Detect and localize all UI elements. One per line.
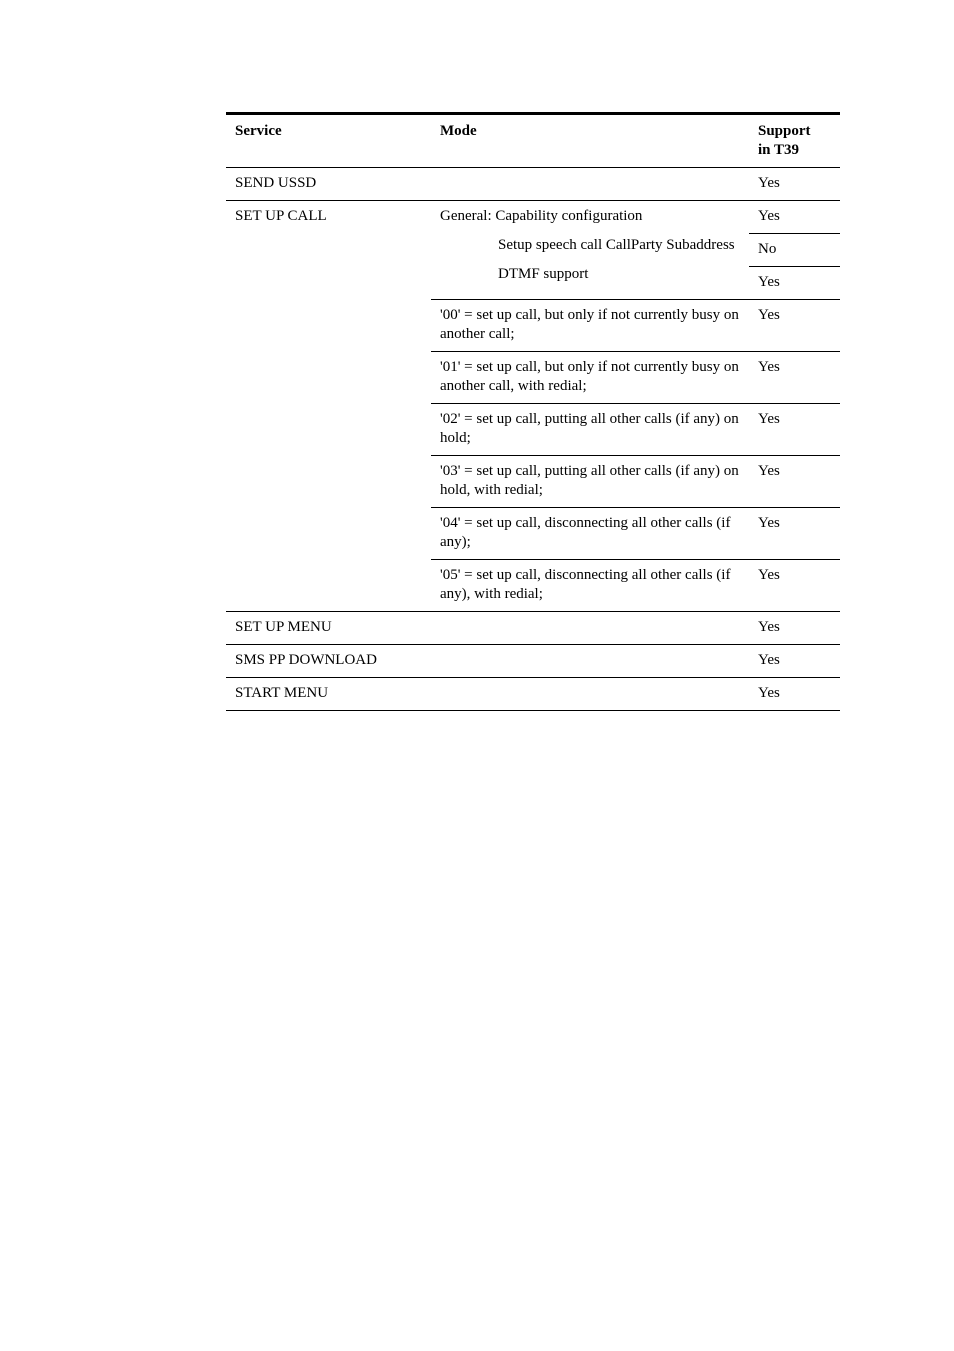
cell-mode: '03' = set up call, putting all other calls (if any) on hold, with redial; [431, 456, 749, 508]
header-mode: Mode [431, 114, 749, 168]
cell-service: START MENU [235, 685, 329, 701]
mode-general-subline: Setup speech call CallParty Subaddress [498, 237, 735, 253]
cell-service: SET UP CALL [226, 201, 431, 612]
cell-support: Yes [749, 456, 840, 508]
table-row-sms-pp-download [226, 645, 840, 678]
support-dtmf: Yes [758, 274, 780, 290]
table-row-start-menu [226, 678, 840, 711]
mode-general-line: General: Capability configuration [440, 208, 643, 224]
cell-mode: '04' = set up call, disconnecting all other calls (if any); [431, 508, 749, 560]
mode-general-subline: DTMF support [498, 266, 589, 282]
cell-mode: '00' = set up call, but only if not currently busy on another call; [431, 300, 749, 352]
cell-mode [431, 168, 749, 201]
cell-support: Yes [758, 685, 780, 701]
cell-service: SMS PP DOWNLOAD [226, 645, 431, 678]
header-support [749, 114, 840, 168]
cell-support-stack [749, 201, 840, 300]
header-support-text: Support in T39 [758, 123, 811, 158]
table-row-set-up-call-general [226, 201, 840, 300]
cell-support: Yes [749, 508, 840, 560]
table-row-set-up-menu [226, 612, 840, 645]
cell-support: Yes [749, 612, 840, 645]
cell-mode: '01' = set up call, but only if not currently busy on another call, with redial; [431, 352, 749, 404]
header-service: Service [226, 114, 431, 168]
cell-mode-general [431, 201, 749, 300]
cell-support: Yes [749, 352, 840, 404]
cell-support: Yes [749, 300, 840, 352]
cell-mode [431, 678, 749, 711]
cell-support: Yes [749, 560, 840, 612]
cell-mode: '05' = set up call, disconnecting all other calls (if any), with redial; [431, 560, 749, 612]
table-row-send-ussd [226, 168, 840, 201]
cell-support: Yes [749, 404, 840, 456]
cell-mode [431, 612, 749, 645]
support-callparty-subaddress: No [749, 234, 840, 267]
table-header-row [226, 114, 840, 168]
cell-service: SEND USSD [226, 168, 431, 201]
support-general: Yes [749, 201, 840, 234]
service-support-table [226, 112, 840, 711]
cell-support: Yes [749, 645, 840, 678]
cell-service: SET UP MENU [226, 612, 431, 645]
cell-support: Yes [749, 168, 840, 201]
cell-mode [431, 645, 749, 678]
cell-mode: '02' = set up call, putting all other calls (if any) on hold; [431, 404, 749, 456]
